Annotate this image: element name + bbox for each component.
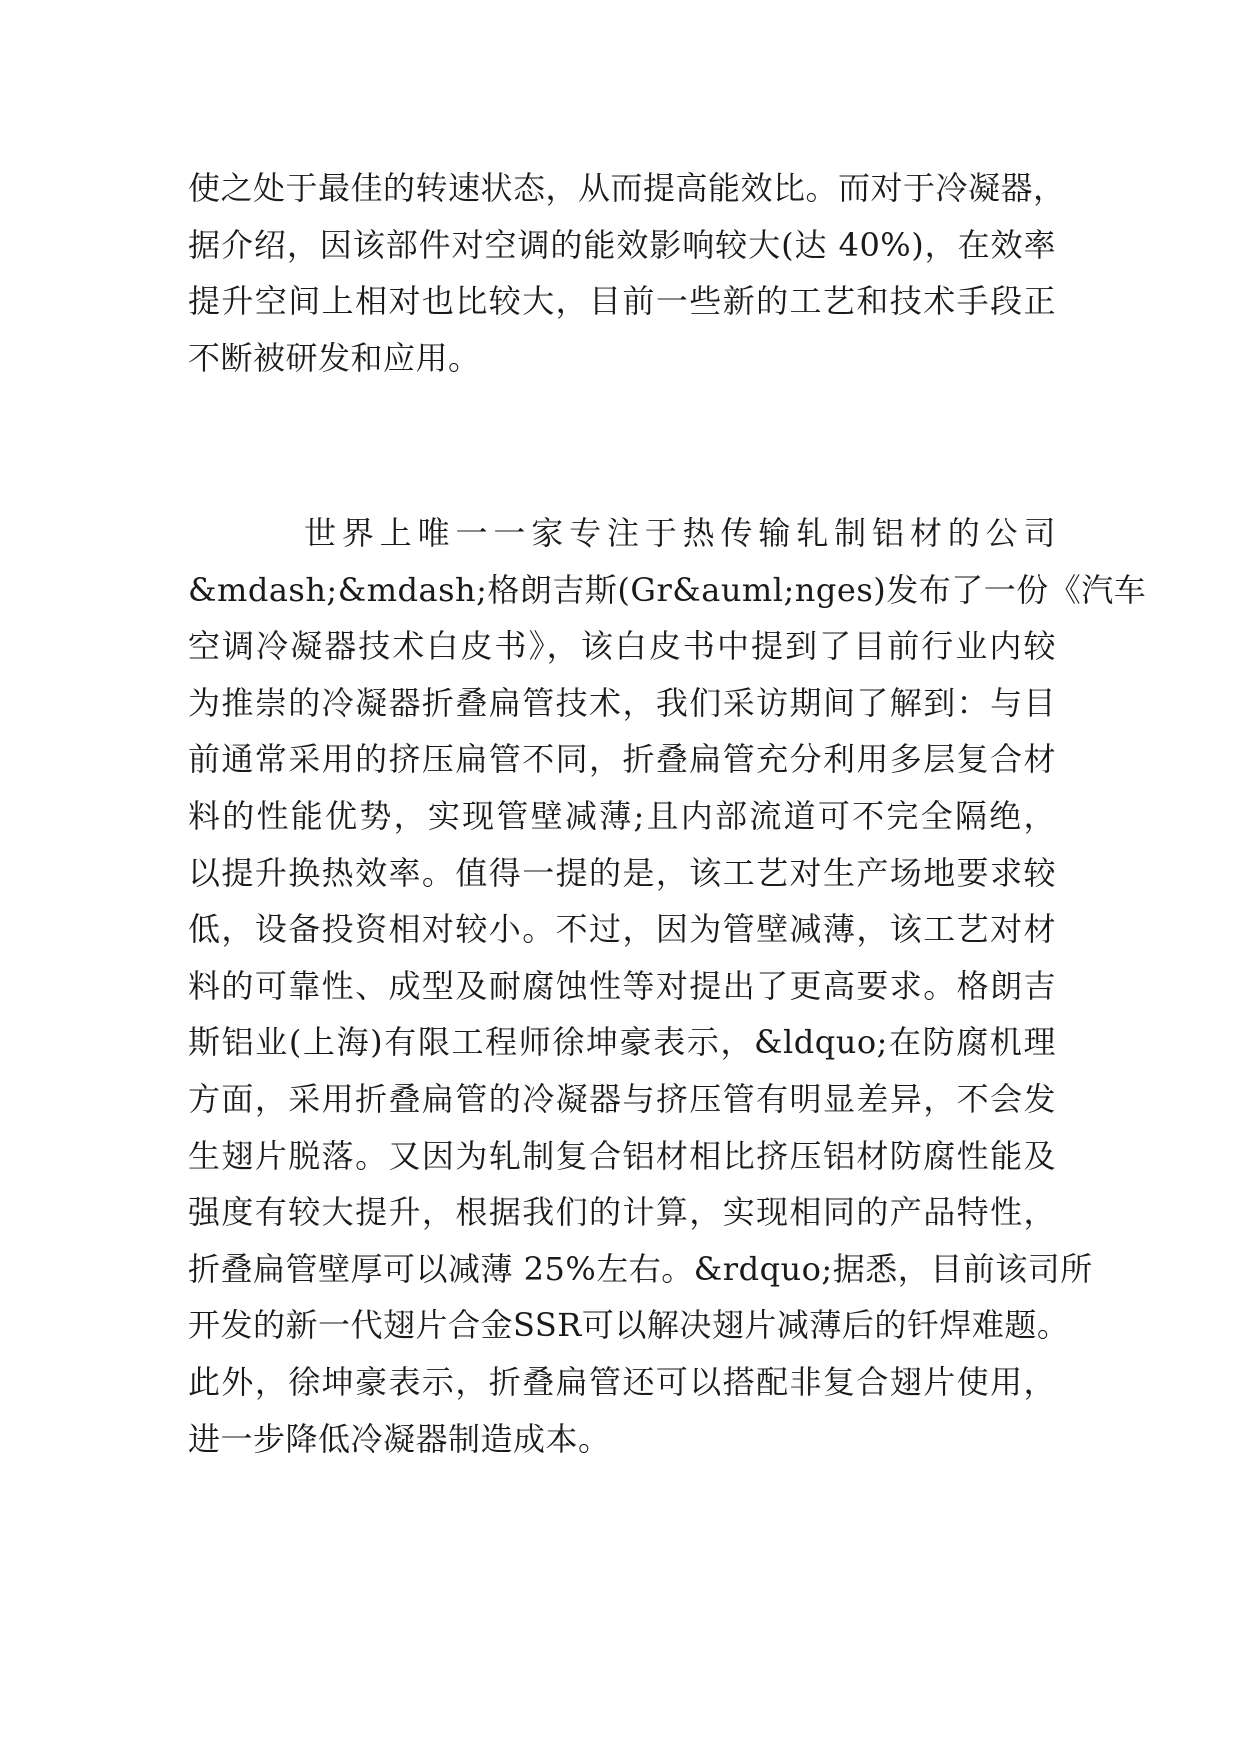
text-line: 低，设备投资相对较小。不过，因为管壁减薄，该工艺对材 — [188, 910, 1056, 949]
text-line: 折叠扁管壁厚可以减薄 25%左右。&rdquo;据悉，目前该司所 — [188, 1249, 1093, 1288]
text-line: 方面，采用折叠扁管的冷凝器与挤压管有明显差异，不会发 — [188, 1079, 1056, 1118]
text-line: 开发的新一代翅片合金SSR可以解决翅片减薄后的钎焊难题。 — [188, 1306, 1070, 1345]
text-line: 强度有较大提升，根据我们的计算，实现相同的产品特性， — [188, 1193, 1056, 1232]
text-line: 前通常采用的挤压扁管不同，折叠扁管充分利用多层复合材 — [188, 740, 1056, 779]
text-line: 提升空间上相对也比较大，目前一些新的工艺和技术手段正 — [188, 282, 1056, 321]
text-line: 以提升换热效率。值得一提的是，该工艺对生产场地要求较 — [188, 853, 1056, 892]
text-line: &mdash;&mdash;格朗吉斯(Gr&auml;nges)发布了一份《汽车 — [188, 570, 1147, 609]
paragraph-2 — [188, 505, 1147, 1467]
text-line: 生翅片脱落。又因为轧制复合铝材相比挤压铝材防腐性能及 — [188, 1136, 1056, 1175]
text-line: 此外，徐坤豪表示，折叠扁管还可以搭配非复合翅片使用， — [188, 1362, 1056, 1401]
text-line: 不断被研发和应用。 — [188, 338, 481, 377]
paragraph-1 — [188, 160, 1066, 386]
text-line: 世界上唯一一家专注于热传输轧制铝材的公司 — [304, 514, 1056, 552]
text-line: 使之处于最佳的转速状态，从而提高能效比。而对于冷凝器， — [188, 169, 1066, 207]
text-line: 为推崇的冷凝器折叠扁管技术，我们采访期间了解到：与目 — [188, 683, 1056, 722]
text-line: 空调冷凝器技术白皮书》，该白皮书中提到了目前行业内较 — [188, 627, 1056, 666]
text-line: 料的性能优势，实现管壁减薄;且内部流道可不完全隔绝， — [188, 796, 1056, 835]
text-line: 斯铝业(上海)有限工程师徐坤豪表示，&ldquo;在防腐机理 — [188, 1023, 1056, 1062]
text-line: 料的可靠性、成型及耐腐蚀性等对提出了更高要求。格朗吉 — [188, 966, 1056, 1005]
text-line: 进一步降低冷凝器制造成本。 — [188, 1419, 611, 1458]
text-line: 据介绍，因该部件对空调的能效影响较大(达 40%)，在效率 — [188, 225, 1056, 264]
